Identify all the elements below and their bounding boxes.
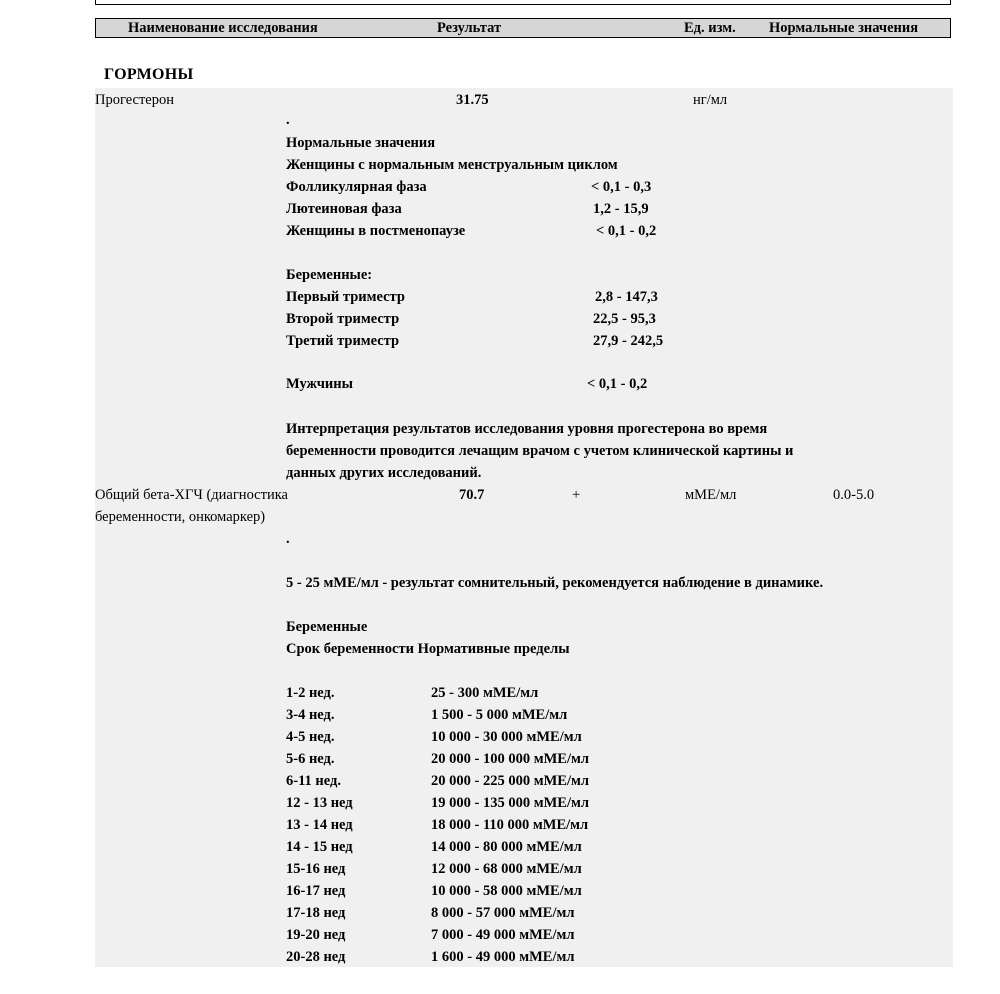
trimester-label: Первый триместр xyxy=(286,289,405,305)
men-label: Мужчины xyxy=(286,376,353,392)
norm-row-label: Фолликулярная фаза xyxy=(286,179,427,195)
norm-row-value: < 0,1 - 0,2 xyxy=(596,223,657,239)
norm-row-value: 1,2 - 15,9 xyxy=(593,201,649,217)
hcg-week-range: 7 000 - 49 000 мМЕ/мл xyxy=(431,927,575,943)
trimester-label: Третий триместр xyxy=(286,333,400,349)
test-unit-hcg: мМЕ/мл xyxy=(685,487,737,503)
result-flag: + xyxy=(572,487,581,503)
test-unit-progesterone: нг/мл xyxy=(693,92,728,108)
trimester-value: 22,5 - 95,3 xyxy=(593,311,656,327)
men-value: < 0,1 - 0,2 xyxy=(587,376,648,392)
test-result-progesterone: 31.75 xyxy=(456,92,489,108)
hcg-week-range: 14 000 - 80 000 мМЕ/мл xyxy=(431,839,582,855)
hcg-note: 5 - 25 мМЕ/мл - результат сомнительный, рекомендуется наблюдение в динамике. xyxy=(286,575,824,591)
interpretation-line: Интерпретация результатов исследования уровня прогестерона во время xyxy=(286,421,768,437)
results-panel xyxy=(95,88,953,967)
trimester-value: 2,8 - 147,3 xyxy=(595,289,658,305)
hcg-week-term: 15-16 нед xyxy=(286,861,346,877)
hcg-week-term: 1-2 нед. xyxy=(286,685,335,701)
test-norm-hcg: 0.0-5.0 xyxy=(833,487,875,503)
hcg-week-range: 20 000 - 225 000 мМЕ/мл xyxy=(431,773,589,789)
hcg-week-range: 20 000 - 100 000 мМЕ/мл xyxy=(431,751,589,767)
hcg-week-term: 3-4 нед. xyxy=(286,707,335,723)
hcg-week-term: 20-28 нед xyxy=(286,949,346,965)
hcg-week-term: 5-6 нед. xyxy=(286,751,335,767)
column-header-name: Наименование исследования xyxy=(128,20,318,36)
separator-dot: . xyxy=(286,531,290,547)
hcg-week-range: 18 000 - 110 000 мМЕ/мл xyxy=(431,817,589,833)
pregnant-title: Беременные: xyxy=(286,267,373,283)
hcg-week-range: 12 000 - 68 000 мМЕ/мл xyxy=(431,861,582,877)
test-name-hcg: Общий бета-ХГЧ (диагностика xyxy=(95,487,288,503)
interpretation-line: беременности проводится лечащим врачом с учетом клинической картины и xyxy=(286,443,794,459)
hcg-week-term: 14 - 15 нед xyxy=(286,839,353,855)
section-title: ГОРМОНЫ xyxy=(104,66,194,83)
hcg-week-range: 25 - 300 мМЕ/мл xyxy=(431,685,539,701)
norms-title: Нормальные значения xyxy=(286,135,436,151)
test-name-progesterone: Прогестерон xyxy=(95,92,174,108)
hcg-week-term: 17-18 нед xyxy=(286,905,346,921)
hcg-week-term: 13 - 14 нед xyxy=(286,817,353,833)
hcg-week-range: 8 000 - 57 000 мМЕ/мл xyxy=(431,905,575,921)
table-header xyxy=(95,18,951,38)
hcg-week-range: 10 000 - 58 000 мМЕ/мл xyxy=(431,883,582,899)
trimester-value: 27,9 - 242,5 xyxy=(593,333,664,349)
hcg-week-term: 6-11 нед. xyxy=(286,773,341,789)
hcg-week-range: 10 000 - 30 000 мМЕ/мл xyxy=(431,729,582,745)
test-name-hcg-cont: беременности, онкомаркер) xyxy=(95,509,266,525)
hcg-table-header: Срок беременности Нормативные пределы xyxy=(286,641,570,657)
column-header-unit: Ед. изм. xyxy=(684,20,736,36)
hcg-week-range: 19 000 - 135 000 мМЕ/мл xyxy=(431,795,589,811)
norm-row-label: Лютеиновая фаза xyxy=(286,201,402,217)
hcg-week-range: 1 600 - 49 000 мМЕ/мл xyxy=(431,949,575,965)
hcg-pregnant-title: Беременные xyxy=(286,619,368,635)
top-frame xyxy=(95,0,951,5)
hcg-week-term: 12 - 13 нед xyxy=(286,795,353,811)
test-result-hcg: 70.7 xyxy=(459,487,485,503)
column-header-norm: Нормальные значения xyxy=(769,20,919,36)
norm-row-label: Женщины в постменопаузе xyxy=(286,223,466,239)
hcg-week-term: 4-5 нед. xyxy=(286,729,335,745)
hcg-week-range: 1 500 - 5 000 мМЕ/мл xyxy=(431,707,568,723)
column-header-result: Результат xyxy=(437,20,502,36)
norm-row-value: < 0,1 - 0,3 xyxy=(591,179,652,195)
interpretation-line: данных других исследований. xyxy=(286,465,482,481)
trimester-label: Второй триместр xyxy=(286,311,400,327)
norm-group: Женщины с нормальным менструальным циклом xyxy=(286,157,618,173)
separator-dot: . xyxy=(286,112,290,128)
hcg-week-term: 19-20 нед xyxy=(286,927,346,943)
hcg-week-term: 16-17 нед xyxy=(286,883,346,899)
